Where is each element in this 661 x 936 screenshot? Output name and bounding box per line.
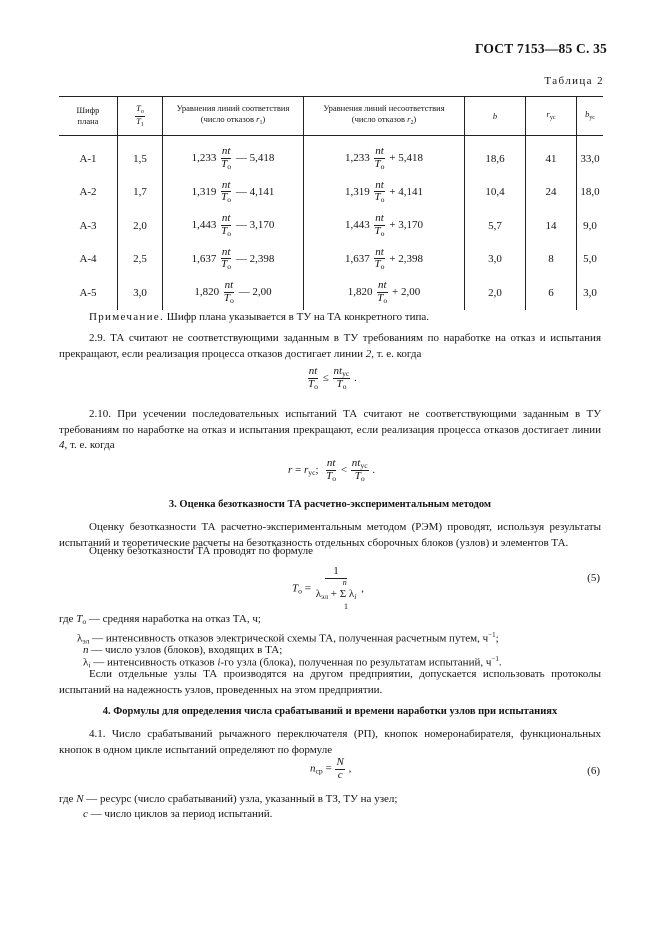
table-row: А-4 2,5 1,637 $\frac{nt}{T_о}$ — 2,398 1,637 $\frac{nt}{T_о}$ + 2,398 3,0 8 5,0 — [59, 243, 603, 277]
table-row: А-1 1,5 1,233 $\frac{nt}{T_о}$ — 5,418 1,233 $\frac{nt}{T_о}$ + 5,418 18,6 41 33,0 — [59, 136, 603, 176]
table-note: Примечание. Шифр плана указывается в ТУ на ТА конкретного типа. — [89, 311, 430, 323]
paragraph-2-10: 2.10. При усечении последовательных испытаний ТА считают не соответствующими заданным в ТУ требованиям по наработке на отказ и испытания прекращают, если реализация процесса отказов достигает линии 4, т. е. когда — [59, 408, 601, 451]
formula-6: $n_{ср}$ = $\frac{N}{c}$ , — [310, 756, 352, 781]
table-caption: Таблица 2 — [544, 75, 604, 87]
plan-table — [59, 96, 603, 310]
legend-lambda-i-text: $\lambda_i$ — интенсивность отказов i-го узла (блока), полученная по результатам испытаний, $ч^{-1}$. — [83, 655, 502, 670]
table-header-row — [59, 97, 603, 136]
equation-number-6: (6) — [587, 765, 600, 777]
col-header-conformance: Уравнения линий соответствия (число отказов $r_1$) — [163, 97, 304, 136]
col-header-r-yc: $r_{ус}$ — [526, 97, 577, 136]
col-header-b: b — [465, 97, 526, 136]
legend-t0: где $T_о$ — средняя наработка на отказ ТА, ч; — [59, 613, 261, 626]
legend-N: где N — ресурс (число срабатываний) узла, указанный в ТЗ, ТУ на узел; — [59, 793, 398, 805]
section-3-paragraph-2: Оценку безотказности ТА проводят по формуле — [89, 545, 314, 557]
col-header-nonconformance: Уравнения линий несоответствия (число отказов $r_2$) — [304, 97, 465, 136]
legend-lambda-el: $\lambda_{эл}$ — интенсивность отказов электрической схемы ТА, полученная расчетным путем, $ч^{-1}$; — [77, 631, 499, 646]
col-header-cipher: Шифр плана — [59, 97, 118, 136]
formula-5: $T_о$ = 1 n $\lambda_{эл} + \Sigma$ $\lambda_i$ 1 , — [292, 565, 364, 611]
table-row: А-2 1,7 1,319 $\frac{nt}{T_о}$ — 4,141 1,319 $\frac{nt}{T_о}$ + 4,141 10,4 24 18,0 — [59, 176, 603, 210]
section-3-paragraph-3: Если отдельные узлы ТА производятся на другом предприятии, допускается использовать протоколы испытаний на надежность узлов, проведенных на этом предприятии. — [59, 668, 601, 696]
page-header: ГОСТ 7153—85 С. 35 — [474, 41, 607, 56]
table-row: А-3 2,0 1,443 $\frac{nt}{T_о}$ — 3,170 1,443 $\frac{nt}{T_о}$ + 3,170 5,7 14 9,0 — [59, 209, 603, 243]
table-row: А-5 3,0 1,820 $\frac{nt}{T_о}$ — 2,00 1,820 $\frac{nt}{T_о}$ + 2,00 2,0 6 3,0 — [59, 276, 603, 310]
legend-c: c — число циклов за период испытаний. — [83, 808, 273, 820]
col-header-b-yc: $b_{ус}$ — [577, 97, 604, 136]
formula-2-9: $\frac{nt}{T_о}$ ≤ $\frac{nt_{ус}}{T_о}$ . — [308, 365, 357, 392]
section-4-title: 4. Формулы для определения числа срабатываний и времени наработки узлов при испытаниях — [102, 706, 558, 717]
legend-n: n — число узлов (блоков), входящих в ТА; — [83, 644, 283, 656]
formula-2-10: $r = r_{ус}$; $\frac{nt}{T_о}$ < $\frac{nt_{ус}}{T_о}$ . — [288, 457, 376, 484]
paragraph-2-9: 2.9. ТА считают не соответствующими заданным в ТУ требованиям по наработке на отказ и испытания прекращают, если реализация процесса отказов достигает линии 2, т. е. когда — [59, 332, 601, 360]
section-3-paragraph-1: Оценку безотказности ТА расчетно-экспериментальным методом (РЭМ) проводят, используя результаты испытаний и теоретические расчеты на безотказность отдельных сборочных блоков (узлов) и элементов ТА. — [59, 521, 601, 549]
equation-number-5: (5) — [587, 572, 600, 584]
section-4-paragraph-1: 4.1. Число срабатываний рычажного переключателя (РП), кнопок номеронабирателя, функциональных кнопок в одном цикле испытаний определяют по формуле — [59, 728, 601, 756]
col-header-ratio: $\frac{T_о}{T_1}$ — [118, 97, 163, 136]
section-3-title: 3. Оценка безотказности ТА расчетно-экспериментальным методом — [168, 499, 492, 510]
